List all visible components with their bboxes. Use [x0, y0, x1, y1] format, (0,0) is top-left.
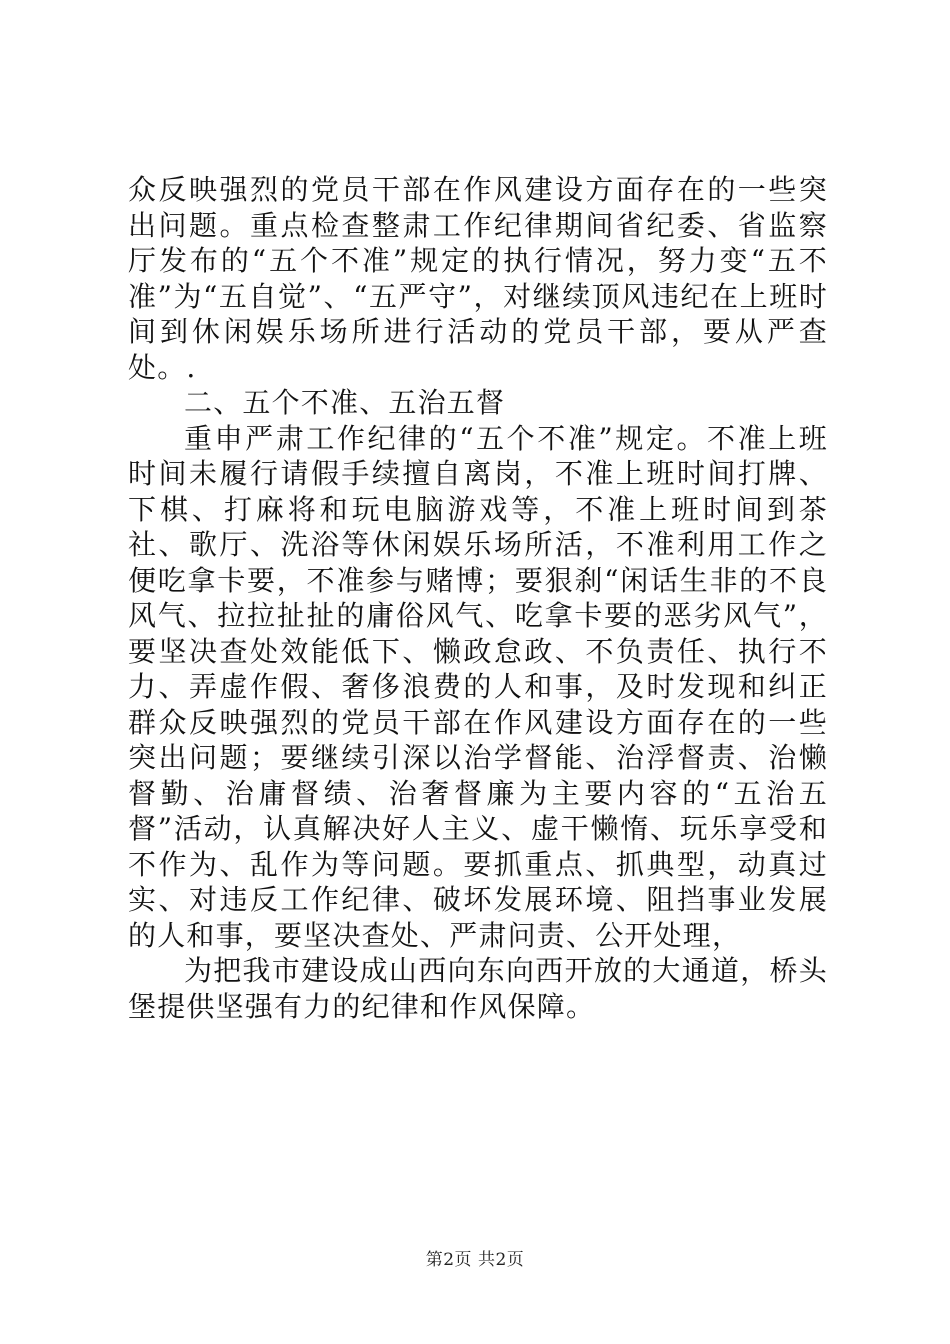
paragraph-closing: 为把我市建设成山西向东向西开放的大通道，桥头堡提供坚强有力的纪律和作风保障。 [128, 954, 828, 1023]
section-heading: 二、五个不准、五治五督 [184, 386, 506, 419]
paragraph-continued: 众反映强烈的党员干部在作风建设方面存在的一些突出问题。重点检查整肃工作纪律期间省纪委、省监察厅发布的“五个不准”规定的执行情况，努力变“五不准”为“五自觉”、“五严守”，对继续顶风违纪在上班时间到休闲娱乐场所进行活动的党员干部，要从严查处。. [128, 173, 828, 384]
page-footer: 第2页 共2页 [425, 1250, 525, 1270]
document-body [128, 172, 828, 1024]
paragraph-five-prohibitions: 重申严肃工作纪律的“五个不准”规定。不准上班时间未履行请假手续擅自离岗，不准上班时间打牌、下棋、打麻将和玩电脑游戏等，不准上班时间到茶社、歌厅、洗浴等休闲娱乐场所活，不准利用工作之便吃拿卡要，不准参与赌博；要狠刹“闲话生非的不良风气、拉拉扯扯的庸俗风气、吃拿卡要的恶劣风气”，要坚决查处效能低下、懒政怠政、不负责任、执行不力、弄虚作假、奢侈浪费的人和事，及时发现和纠正群众反映强烈的党员干部在作风建设方面存在的一些突出问题；要继续引深以治学督能、治浮督责、治懒督勤、治庸督绩、治奢督廉为主要内容的“五治五督”活动，认真解决好人主义、虚干懒惰、玩乐享受和不作为、乱作为等问题。要抓重点、抓典型，动真过实、对违反工作纪律、破坏发展环境、阻挡事业发展的人和事，要坚决查处、严肃问责、公开处理， [128, 421, 828, 952]
